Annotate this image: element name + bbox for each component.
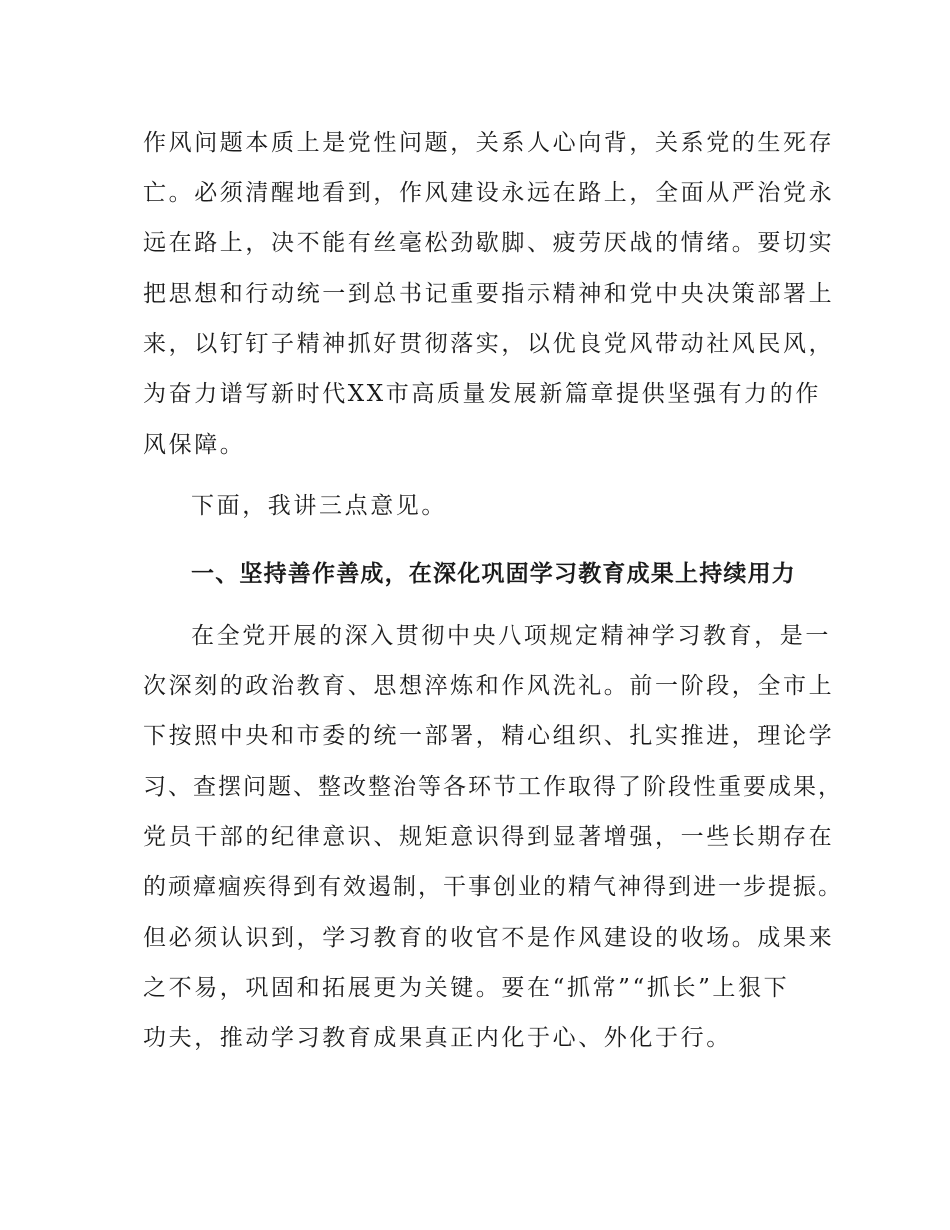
paragraph-3-line-2: 次深刻的政治教育、思想淬炼和作风洗礼。前一阶段，全市上 — [143, 673, 835, 699]
paragraph-1-line-7: 风保障。 — [143, 432, 246, 458]
paragraph-3-line-5: 党员干部的纪律意识、规矩意识得到显著增强，一些长期存在 — [143, 824, 835, 850]
section-heading-1: 一、坚持善作善成，在深化巩固学习教育成果上持续用力 — [191, 561, 796, 587]
paragraph-1-line-2: 亡。必须清醒地看到，作风建设永远在路上，全面从严治党永 — [143, 180, 835, 206]
paragraph-3-line-4: 习、查摆问题、整改整治等各环节工作取得了阶段性重要成果， — [143, 774, 843, 800]
paragraph-1-line-6: 为奋力谱写新时代XX市高质量发展新篇章提供坚强有力的作 — [143, 381, 821, 407]
paragraph-3-line-8: 之不易，巩固和拓展更为关键。要在“抓常”“抓长”上狠下 — [143, 975, 790, 1001]
paragraph-1-line-4: 把思想和行动统一到总书记重要指示精神和党中央决策部署上 — [143, 281, 835, 307]
paragraph-1-line-5: 来，以钉钉子精神抓好贯彻落实，以优良党风带动社风民风， — [143, 331, 835, 357]
paragraph-2-line-1: 下面，我讲三点意见。 — [191, 493, 447, 519]
paragraph-1-line-1: 作风问题本质上是党性问题，关系人心向背，关系党的生死存 — [143, 130, 835, 156]
paragraph-1-line-3: 远在路上，决不能有丝毫松劲歇脚、疲劳厌战的情绪。要切实 — [143, 230, 835, 256]
paragraph-3-line-3: 下按照中央和市委的统一部署，精心组织、扎实推进，理论学 — [143, 723, 835, 749]
paragraph-3-line-1: 在全党开展的深入贯彻中央八项规定精神学习教育，是一 — [191, 623, 831, 649]
paragraph-3-line-7: 但必须认识到，学习教育的收官不是作风建设的收场。成果来 — [143, 925, 835, 951]
paragraph-3-line-9: 功夫，推动学习教育成果真正内化于心、外化于行。 — [143, 1025, 732, 1051]
paragraph-3-line-6: 的顽瘴痼疾得到有效遏制，干事创业的精气神得到进一步提振。 — [143, 874, 843, 900]
